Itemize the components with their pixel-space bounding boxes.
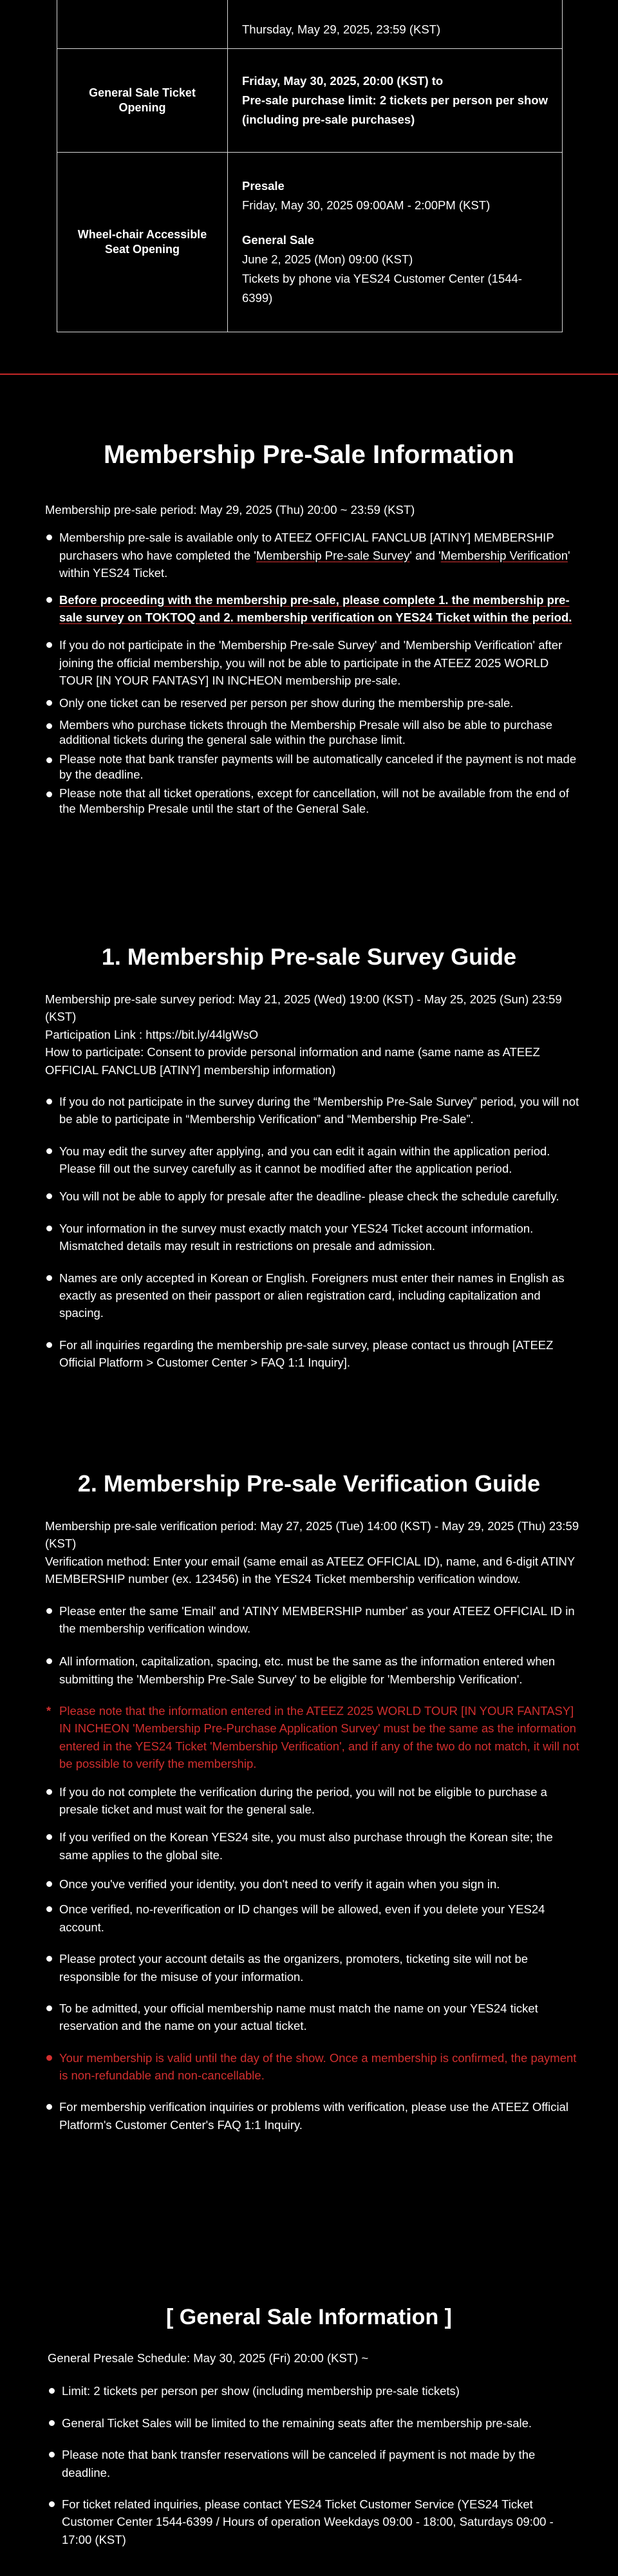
list-item: Before proceeding with the membership pre-sale, please complete 1. the membership pre-sale survey on TOKTOQ and 2. membership verification on YES24 Ticket within the period. — [45, 591, 579, 627]
list-item: Please note that bank transfer payments will be automatically canceled if the payment is not made by the deadline. — [45, 752, 579, 782]
list-item: All information, capitalization, spacing, etc. must be the same as the information entered when submitting the 'Membership Pre-Sale Survey' to be eligible for 'Membership Verification'. — [45, 1653, 579, 1688]
survey-how: How to participate: Consent to provide personal information and name (same name as ATEEZ OFFICIAL FANCLUB [ATINY] membership information) — [45, 1045, 540, 1077]
list-item: For ticket related inquiries, please contact YES24 Ticket Customer Service (YES24 Ticket Customer Center 1544-6399 / Hours of operation Weekdays 09:00 - 18:00, Saturdays 09:00 - 17:00 (KST) — [48, 2496, 582, 2548]
schedule-row-general-sale — [57, 49, 563, 153]
list-item: Please protect your account details as the organizers, promoters, ticketing site will not be responsible for the misuse of your information. — [45, 1950, 579, 1985]
list-item: Please enter the same 'Email' and 'ATINY MEMBERSHIP number' as your ATEEZ OFFICIAL ID in the membership verification window. — [45, 1602, 579, 1638]
list-item: To be admitted, your official membership name must match the name on your YES24 ticket reservation and the name on your actual ticket. — [45, 2000, 579, 2035]
survey-period: Membership pre-sale survey period: May 21, 2025 (Wed) 19:00 (KST) - May 25, 2025 (Sun) 23:59 (KST) — [45, 992, 562, 1024]
schedule-row-presale-end — [57, 0, 563, 49]
general-sale-section — [48, 2349, 582, 2557]
wheelchair-label: Wheel-chair Accessible Seat Opening — [57, 153, 228, 332]
list-item: Membership pre-sale is available only to ATEEZ OFFICIAL FANCLUB [ATINY] MEMBERSHIP purchasers who have completed the 'Membership Pre-sale Survey' and 'Membership Verification' within YES24 Ticket. — [45, 529, 579, 582]
list-item: Limit: 2 tickets per person per show (including membership pre-sale tickets) — [48, 2382, 582, 2400]
general-sale-schedule: General Presale Schedule: May 30, 2025 (Fri) 20:00 (KST) ~ — [48, 2351, 369, 2365]
survey-section — [45, 990, 579, 1380]
list-item: You may edit the survey after applying, and you can edit it again within the application period. Please fill out the survey carefully as it cannot be modified after the application period. — [45, 1142, 579, 1178]
list-item-warning: * Please note that the information entered in the ATEEZ 2025 WORLD TOUR [IN YOUR FANTASY] IN INCHEON 'Membership Pre-Purchase Application Survey' must be the same as the information entered in the YES24 Ticket 'Membership Verification', and if any of the two do not match, it will not be possible to verify the membership. — [45, 1702, 579, 1773]
membership-list — [45, 529, 579, 816]
list-item: For membership verification inquiries or problems with verification, please use the ATEEZ Official Platform's Customer Center's FAQ 1:1 Inquiry. — [45, 2098, 579, 2134]
wheelchair-general-date: June 2, 2025 (Mon) 09:00 (KST) — [242, 252, 413, 266]
list-item: Your information in the survey must exactly match your YES24 Ticket account information. Mismatched details may result in restrictions on presale and admission. — [45, 1220, 579, 1255]
general-sale-value — [228, 49, 563, 153]
general-sale-title: [ General Sale Information ] — [166, 2305, 452, 2329]
list-item: Members who purchase tickets through the Membership Presale will also be able to purchase additional tickets during the general sale within the purchase limit. — [45, 717, 579, 748]
list-item: Please note that bank transfer reservations will be canceled if payment is not made by the deadline. — [48, 2446, 582, 2481]
general-sale-label: General Sale Ticket Opening — [57, 49, 228, 153]
survey-link-text: Membership Pre-sale Survey — [256, 548, 410, 562]
verification-period: Membership pre-sale verification period: May 27, 2025 (Tue) 14:00 (KST) - May 29, 2025 (Thu) 23:59 (KST) — [45, 1519, 579, 1551]
list-item: Once verified, no-reverification or ID changes will be allowed, even if you delete your YES24 account. — [45, 1900, 579, 1936]
verification-title: 2. Membership Pre-sale Verification Guide — [77, 1470, 541, 1497]
section-divider — [0, 374, 618, 375]
list-item: If you do not participate in the 'Membership Pre-sale Survey' and 'Membership Verification' after joining the official membership, you will not be able to participate in the ATEEZ 2025 WORLD TOUR [IN YOUR FANTASY] IN INCHEON membership pre-sale. — [45, 636, 579, 689]
list-item: If you do not complete the verification during the period, you will not be eligible to purchase a presale ticket and must wait for the general sale. — [45, 1783, 579, 1819]
wheelchair-general-phone: Tickets by phone via YES24 Customer Center (1544-6399) — [242, 271, 522, 305]
list-item: General Ticket Sales will be limited to the remaining seats after the membership pre-sale. — [48, 2414, 582, 2432]
wheelchair-value — [228, 153, 563, 332]
verification-list — [45, 1602, 579, 2134]
list-item: Please note that all ticket operations, except for cancellation, will not be available from the end of the Membership Presale until the start of the General Sale. — [45, 786, 579, 816]
list-item: Once you've verified your identity, you don't need to verify it again when you sign in. — [45, 1875, 579, 1893]
presale-end-time: Thursday, May 29, 2025, 23:59 (KST) — [242, 23, 441, 37]
survey-list — [45, 1093, 579, 1372]
wheelchair-presale-time: Friday, May 30, 2025 09:00AM - 2:00PM (KST) — [242, 198, 491, 213]
list-item-warning: Your membership is valid until the day of the show. Once a membership is confirmed, the payment is non-refundable and non-cancellable. — [45, 2049, 579, 2085]
verification-method: Verification method: Enter your email (same email as ATEEZ OFFICIAL ID), name, and 6-digit ATINY MEMBERSHIP number (ex. 123456) in the YES24 Ticket membership verification window. — [45, 1554, 575, 1586]
general-sale-opening-time: Friday, May 30, 2025, 20:00 (KST) to — [242, 74, 444, 88]
membership-section — [45, 501, 579, 820]
list-item: For all inquiries regarding the membership pre-sale survey, please contact us through [ATEEZ Official Platform > Customer Center > FAQ 1:1 Inquiry]. — [45, 1336, 579, 1372]
verification-link-text: Membership Verification — [440, 548, 568, 562]
wheelchair-presale-title: Presale — [242, 179, 285, 193]
general-sale-list — [48, 2382, 582, 2548]
list-item: If you do not participate in the survey during the “Membership Pre-Sale Survey” period, you will not be able to participate in “Membership Verification” and “Membership Pre-Sale”. — [45, 1093, 579, 1128]
wheelchair-general-title: General Sale — [242, 233, 315, 247]
list-item: Only one ticket can be reserved per person per show during the membership pre-sale. — [45, 694, 579, 712]
membership-period: Membership pre-sale period: May 29, 2025 (Thu) 20:00 ~ 23:59 (KST) — [45, 503, 415, 516]
verification-section — [45, 1517, 579, 2143]
schedule-table — [57, 0, 563, 332]
schedule-row-label — [57, 0, 228, 49]
membership-title: Membership Pre-Sale Information — [104, 440, 514, 469]
general-sale-limit: Pre-sale purchase limit: 2 tickets per person per show (including pre-sale purchases) — [242, 93, 548, 126]
schedule-row-wheelchair — [57, 153, 563, 332]
list-item: You will not be able to apply for presale after the deadline- please check the schedule carefully. — [45, 1188, 579, 1205]
schedule-row-value — [228, 0, 563, 49]
survey-title: 1. Membership Pre-sale Survey Guide — [101, 943, 517, 970]
survey-link[interactable]: Participation Link : https://bit.ly/44lgWsO — [45, 1027, 259, 1041]
list-item: If you verified on the Korean YES24 site, you must also purchase through the Korean site; the same applies to the global site. — [45, 1828, 579, 1864]
list-item: Names are only accepted in Korean or English. Foreigners must enter their names in English as exactly as presented on their passport or alien registration card, including capitalization and spacing. — [45, 1269, 579, 1322]
